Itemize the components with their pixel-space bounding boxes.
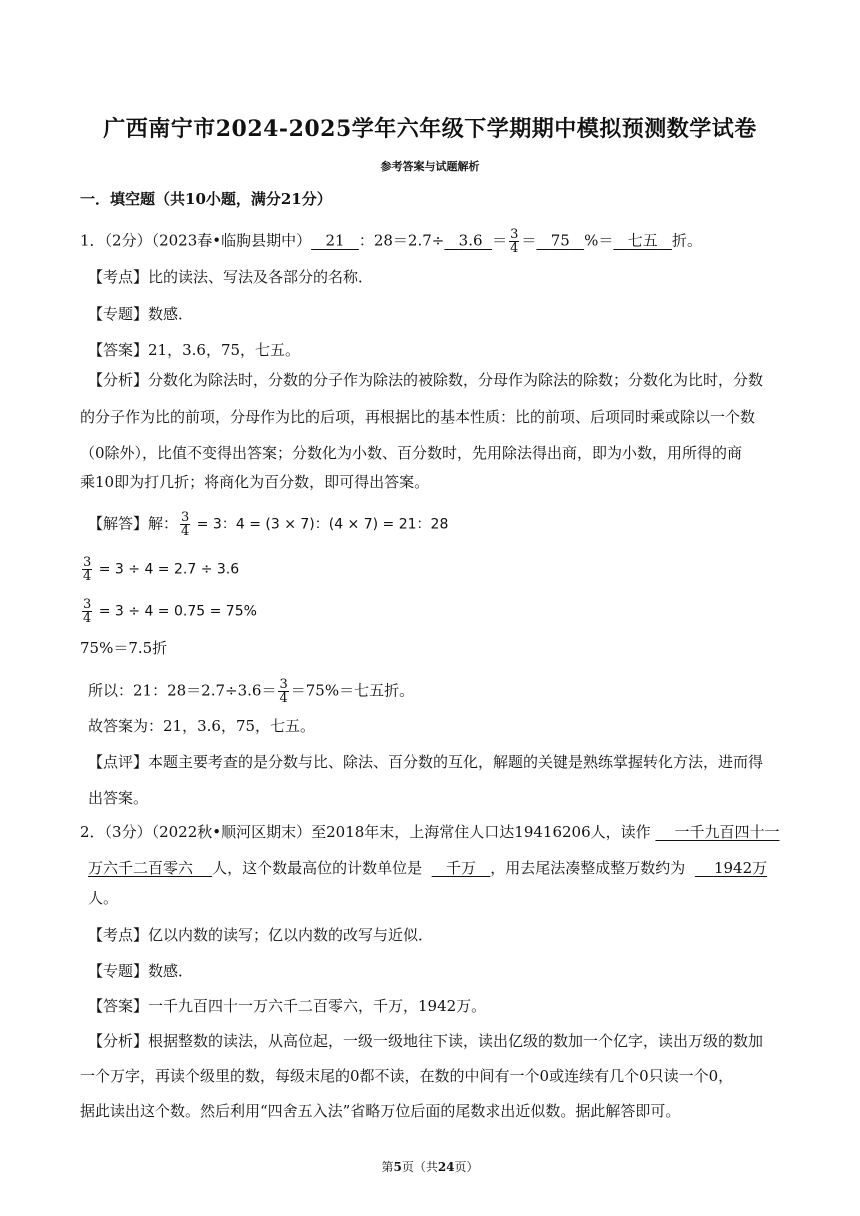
current-page-number: 5 [393,1160,402,1174]
q2-zhuanti: 【专题】数感． [88,962,194,980]
q2-stem-line-3: 人。 [88,889,119,907]
q1-prefix: 1．（2分）（2023春•临朐县期中） [80,231,312,250]
q2-stem-line-1: 2．（3分）（2022秋•顺河区期末）至2018年末，上海常住人口达19416206人，读作 一千九百四十一 [80,823,780,841]
q1-answer-blank-3: 75 [550,231,570,250]
q1-comment-line: 【点评】本题主要考查的是分数与比、除法、百分数的互化，解题的关键是熟练掌握转化方法，进而得 [88,753,764,771]
q2-answer-blank-3: 1942万 [713,859,768,877]
q1-answer-blank-2: 3.6 [458,231,483,250]
q1-zhuanti: 【专题】数感． [88,305,194,323]
q1-analysis-line: （0除外），比值不变得出答案；分数化为小数、百分数时，先用除法得出商，即为小数，用所得的商 [80,444,743,462]
q2-analysis-line: 据此读出这个数。然后利用“四舍五入法”省略万位后面的尾数求出近似数。据此解答即可。 [80,1102,681,1120]
document-subtitle: 参考答案与试题解析 [380,160,480,173]
q1-comment-line: 出答案。 [88,789,149,807]
fraction-three-quarters: $\frac{3}{4}$ [83,555,92,584]
q2-answer: 【答案】一千九百四十一万六千二百零六，千万，1942万。 [88,997,487,1015]
q1-answer-blank-1: 21 [325,231,345,250]
q1-analysis-line: 【分析】分数化为除法时，分数的分子作为除法的被除数，分母作为除法的除数；分数化为比时，分数 [88,371,764,389]
q1-solution-line-6: 故答案为：21，3.6，75，七五。 [88,717,316,735]
q2-answer-blank-1: 一千九百四十一 [674,823,780,841]
q2-analysis-line: 【分析】根据整数的读法，从高位起，一级一级地往下读，读出亿级的数加一个亿字，读出万级的数加 [88,1032,764,1050]
q1-answer: 【答案】21，3.6，75，七五。 [88,341,301,359]
q1-solution-line-4: 75%＝7.5折 [80,639,168,657]
q2-analysis-line: 一个万字，再读个级里的数，每级末尾的0都不读，在数的中间有一个0或连续有几个0只读一个0， [80,1067,734,1085]
fraction-three-quarters: $\frac{3}{4}$ [181,510,190,539]
document-title: 广西南宁市2024-2025学年六年级下学期期中模拟预测数学试卷 [103,116,757,142]
q1-solution-line-2: $\frac{3}{4}$ = 3 ÷ 4 = 2.7 ÷ 3.6 [83,555,240,584]
total-pages: 24 [437,1160,455,1174]
q2-stem-line-2: 万六千二百零六 人，这个数最高位的计数单位是 千万 ，用去尾法凑整成整万数约为 1942万 [88,859,768,877]
q1-stem: 1．（2分）（2023春•临朐县期中） 21 ：28＝2.7÷ 3.6 ＝ $\frac{3}{4}$ ＝ 75 %＝ 七五 折。 [80,227,703,256]
q2-answer-blank-2: 千万 [445,859,476,877]
q1-kaodian: 【考点】比的读法、写法及各部分的名称． [88,268,374,286]
q1-solution-line-1: 【解答】解： $\frac{3}{4}$ = 3：4 = (3 × 7)：(4 × 7) = 21：28 [88,510,449,539]
q1-analysis-line: 的分子作为比的前项，分母作为比的后项，再根据比的基本性质：比的前项、后项同时乘或除以一个数 [80,408,756,426]
q1-answer-blank-4: 七五 [627,231,658,250]
q1-solution-line-3: $\frac{3}{4}$ = 3 ÷ 4 = 0.75 = 75% [83,597,257,626]
fraction-three-quarters: $\frac{3}{4}$ [510,227,519,256]
q1-solution-line-5: 所以：21：28＝2.7÷3.6＝ $\frac{3}{4}$ ＝75%＝七五折。 [88,677,415,706]
q2-kaodian: 【考点】亿以内数的读写；亿以内数的改写与近似． [88,926,434,944]
page-footer: 第5页（共24页） [381,1160,479,1174]
q1-analysis-line: 乘10即为打几折；将商化为百分数，即可得出答案。 [80,473,430,491]
section-heading: 一．填空题（共10小题，满分21分） [80,190,332,208]
q2-answer-blank-1-cont: 万六千二百零六 [88,859,194,877]
fraction-three-quarters: $\frac{3}{4}$ [279,677,288,706]
fraction-three-quarters: $\frac{3}{4}$ [83,597,92,626]
